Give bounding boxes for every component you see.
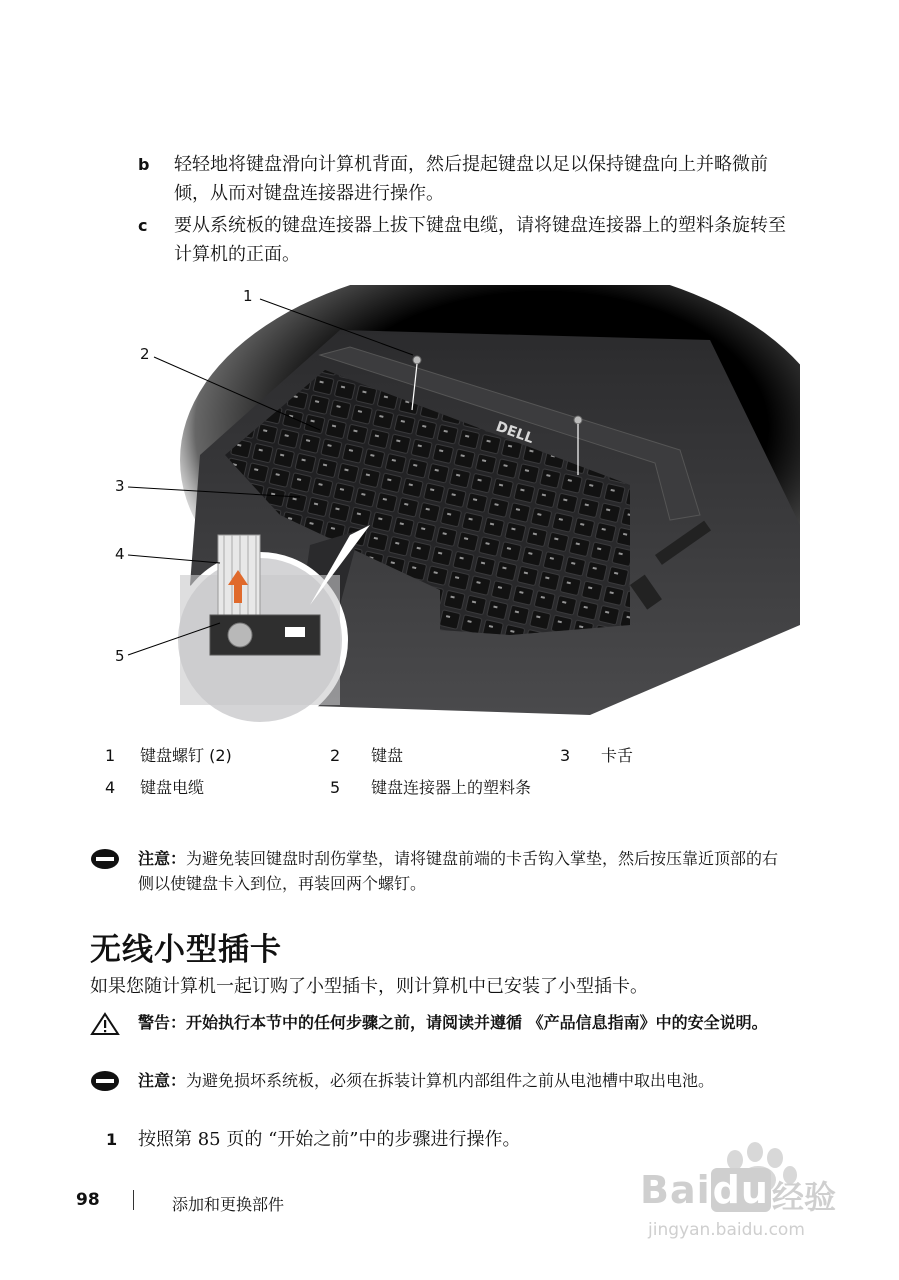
footer-section: 添加和更换部件	[172, 1195, 285, 1214]
page-number: 98	[76, 1190, 100, 1210]
intro-paragraph: 如果您随计算机一起订购了小型插卡，则计算机中已安装了小型插卡。	[90, 976, 648, 997]
legend-num: 5	[330, 778, 341, 797]
legend-text: 键盘电缆	[140, 778, 205, 797]
watermark-jingyan: 经验	[772, 1178, 837, 1216]
notice-label: 注意：	[138, 849, 187, 868]
step-1	[106, 1125, 520, 1151]
warning-icon	[90, 1012, 120, 1036]
watermark-brand: Bai	[640, 1168, 711, 1212]
legend-num: 4	[105, 778, 116, 797]
notice-icon	[90, 1070, 120, 1092]
step-label: b	[138, 155, 150, 174]
keyboard-figure	[110, 285, 800, 725]
step-b	[138, 150, 788, 208]
step-number: 1	[106, 1130, 118, 1149]
callout-2: 2	[140, 345, 150, 363]
step-label: c	[138, 216, 148, 235]
warning-text: 开始执行本节中的任何步骤之前，请阅读并遵循 《产品信息指南》中的安全说明。	[186, 1013, 768, 1032]
step-text: 要从系统板的键盘连接器上拔下键盘电缆，请将键盘连接器上的塑料条旋转至计算机的正面。	[174, 215, 786, 265]
notice-battery	[90, 1068, 790, 1093]
footer-divider	[133, 1190, 134, 1210]
legend-num: 3	[560, 746, 571, 765]
watermark-brand-box: du	[712, 1168, 769, 1212]
callout-3: 3	[115, 477, 125, 495]
callout-4: 4	[115, 545, 125, 563]
legend-num: 2	[330, 746, 341, 765]
baidu-watermark	[640, 1140, 880, 1250]
screw-icon	[413, 356, 421, 364]
notice-text: 为避免装回键盘时刮伤掌垫，请将键盘前端的卡舌钩入掌垫，然后按压靠近顶部的右侧以使键盘卡入到位，再装回两个螺钉。	[138, 849, 779, 893]
legend-text: 卡舌	[601, 746, 634, 765]
dell-logo: DELL	[493, 418, 536, 448]
legend-text: 键盘	[371, 746, 404, 765]
warning-label: 警告：	[138, 1013, 187, 1032]
notice-text: 为避免损坏系统板，必须在拆装计算机内部组件之前从电池槽中取出电池。	[186, 1071, 715, 1090]
notice-icon	[90, 848, 120, 870]
section-title: 无线小型插卡	[90, 932, 282, 968]
notice-keyboard	[90, 846, 790, 896]
watermark-url: jingyan.baidu.com	[648, 1220, 805, 1240]
legend-num: 1	[105, 746, 116, 765]
screw-icon	[574, 416, 582, 424]
step-text: 轻轻地将键盘滑向计算机背面，然后提起键盘以足以保持键盘向上并略微前倾，从而对键盘连接器进行操作。	[174, 154, 768, 204]
notice-label: 注意：	[138, 1071, 187, 1090]
step-c	[138, 211, 788, 269]
warning	[90, 1010, 790, 1035]
legend-text: 键盘螺钉 (2)	[140, 746, 232, 765]
keyboard-illustration	[110, 285, 800, 725]
step-text: 按照第 85 页的 “开始之前”中的步骤进行操作。	[138, 1129, 521, 1150]
callout-1: 1	[243, 287, 253, 305]
legend-text: 键盘连接器上的塑料条	[371, 778, 532, 797]
callout-5: 5	[115, 647, 125, 665]
